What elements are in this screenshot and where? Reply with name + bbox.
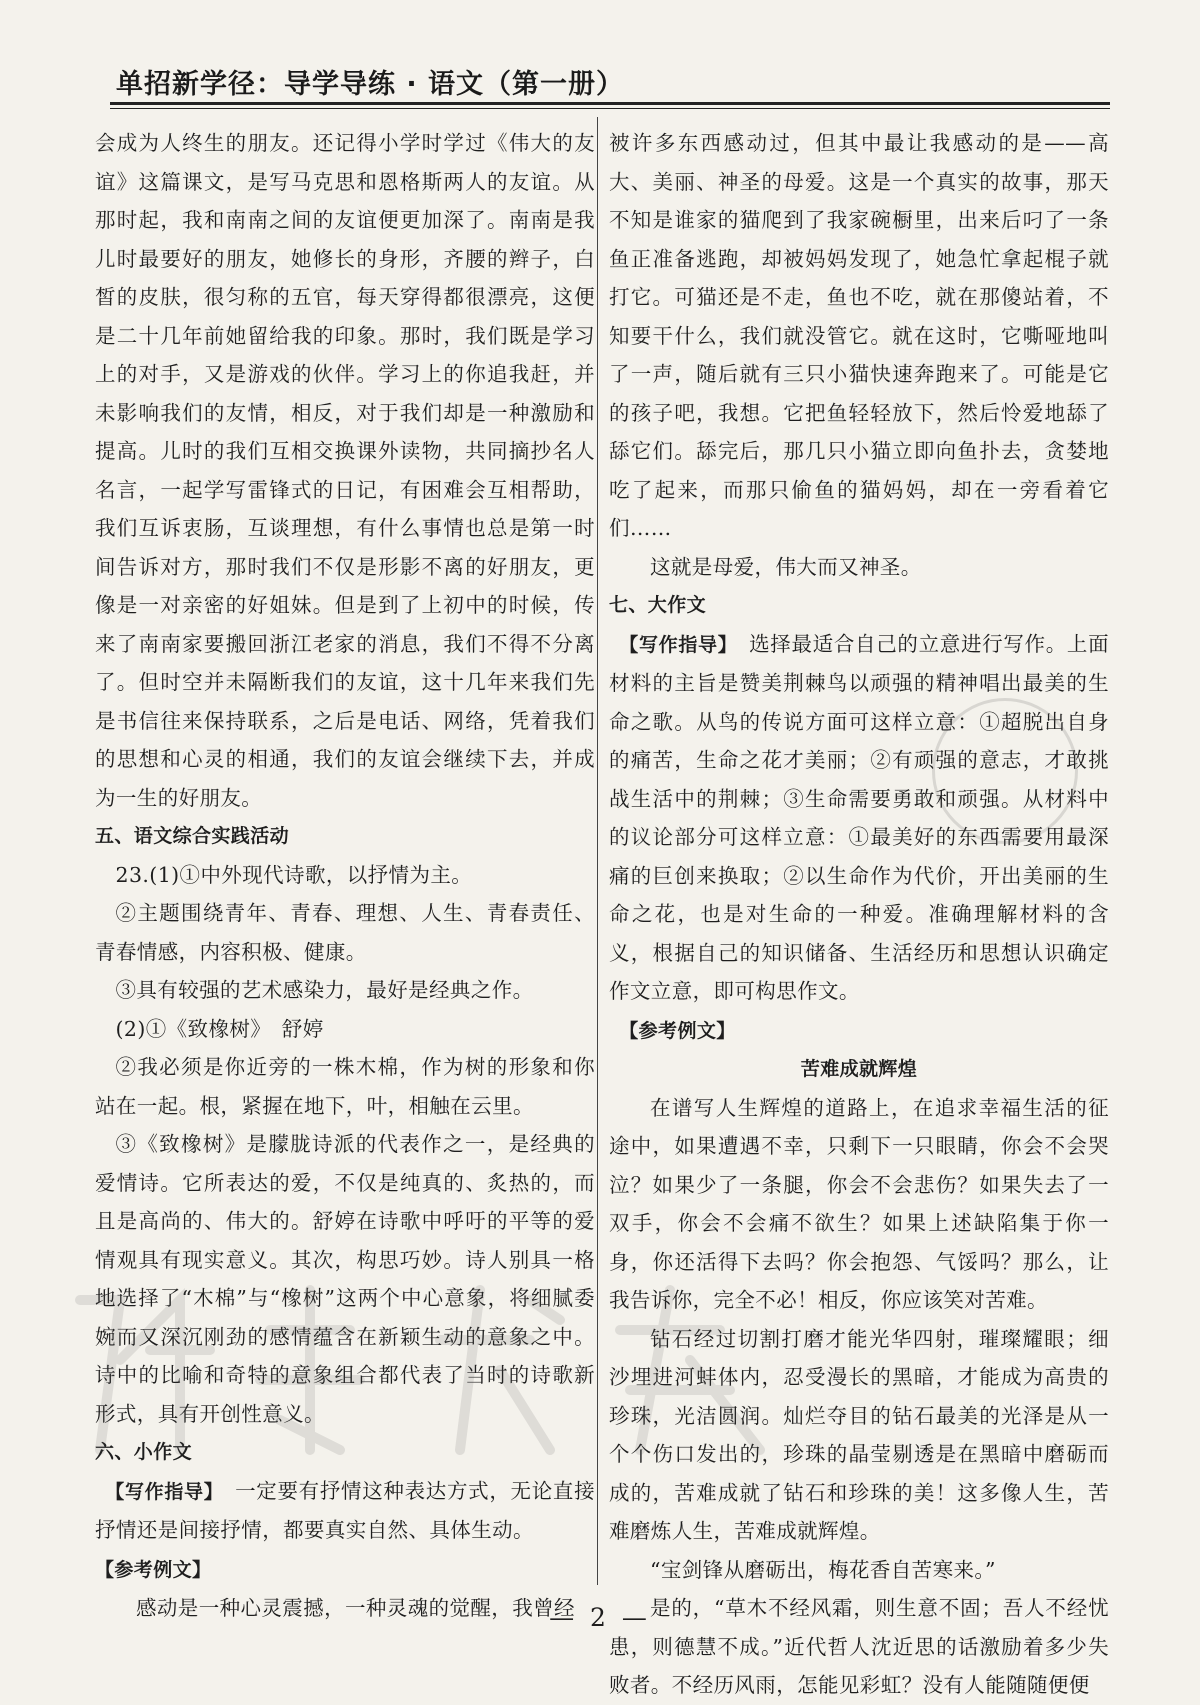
essay-paragraph-2: 钻石经过切割打磨才能光华四射，璀璨耀眼；细沙埋进河蚌体内，忍受漫长的黑暗，才能成为高贵的珍珠，光洁圆润。灿烂夺目的钻石最美的光泽是从一个个伤口发出的，珍珠的晶莹剔透是在黑暗中磨砺而成的，苦难成就了钻石和珍珠的美！这多像人生，苦难磨炼人生，苦难成就辉煌。 <box>609 1326 1109 1543</box>
writing-guide-large-text: 选择最适合自己的立意进行写作。上面材料的主旨是赞美荆棘鸟以顽强的精神唱出最美的生命之歌。从鸟的传说方面可这样立意：①超脱出自身的痛苦，生命之花才美丽；②有顽强的意志，才敢挑战生活中的荆棘；③生命需要勇敢和顽强。从材料中的议论部分可这样立意：①最美好的东西需要用最深痛的巨创来换取；②以生命作为代价，开出美丽的生命之花，也是对生命的一种爱。准确理解材料的含义，根据自己的知识储备、生活经历和思想认识确定作文立意，即可构思作文。 <box>609 631 1110 1003</box>
header-rule-thin <box>110 108 1110 109</box>
answer-23-1-1: 23.(1)①中外现代诗歌，以抒情为主。 <box>115 862 473 887</box>
paragraph-conclusion: 这就是母爱，伟大而又神圣。 <box>650 554 922 579</box>
writing-guide-large <box>609 625 1109 1011</box>
left-column <box>95 124 595 1628</box>
column-divider <box>597 117 598 1585</box>
answer-23-2-1: (2)①《致橡树》 舒婷 <box>115 1016 324 1041</box>
writing-guide <box>95 1472 595 1550</box>
page-header <box>110 58 1110 98</box>
essay-paragraph-4: 是的，“草木不经风霜，则生意不固；吾人不经忧患，则德慧不成。”近代哲人沈近思的话激励着多少失败者。不经历风雨，怎能见彩虹？没有人能随随便便 <box>609 1596 1109 1697</box>
example-label-large: 【参考例文】 <box>619 1019 736 1042</box>
section-5-heading: 五、语文综合实践活动 <box>95 825 290 847</box>
answer-23-1-3: ③具有较强的艺术感染力，最好是经典之作。 <box>115 978 534 1002</box>
writing-guide-label: 【写作指导】 <box>105 1480 214 1503</box>
essay-title: 苦难成就辉煌 <box>800 1058 918 1080</box>
page-number: — 2 — <box>549 1603 651 1632</box>
header-title: 单招新学径：导学导练 · 语文（第一册） <box>116 69 625 100</box>
example-label-paragraph <box>95 1550 595 1590</box>
writing-guide-text: 一定要有抒情这种表达方式，无论直接抒情还是间接抒情，都要真实自然、具体生动。 <box>95 1478 596 1542</box>
essay-paragraph-3: “宝剑锋从磨砺出，梅花香自苦寒来。” <box>650 1557 996 1582</box>
section-7-heading: 七、大作文 <box>609 594 707 616</box>
example-label-large-paragraph <box>609 1011 1109 1051</box>
answer-23-2-3: ③《致橡树》是朦胧诗派的代表作之一，是经典的爱情诗。它所表达的爱，不仅是纯真的、炙热的，而且是高尚的、伟大的。舒婷在诗歌中呼吁的平等的爱情观具有现实意义。其次，构思巧妙。诗人别具一格地选择了“木棉”与“橡树”这两个中心意象，将细腻委婉而又深沉刚劲的感情蕴含在新颖生动的意象之中。诗中的比喻和奇特的意象组合都代表了当时的诗歌新形式，具有开创性意义。 <box>95 1132 595 1426</box>
section-6-heading: 六、小作文 <box>95 1441 193 1463</box>
paragraph-friendship: 会成为人终生的朋友。还记得小学时学过《伟大的友谊》这篇课文，是写马克思和恩格斯两人的友谊。从那时起，我和南南之间的友谊便更加深了。南南是我儿时最要好的朋友，她修长的身形，齐腰的辫子，白皙的皮肤，很匀称的五官，每天穿得都很漂亮，这便是二十几年前她留给我的印象。那时，我们既是学习上的对手，又是游戏的伙伴。学习上的你追我赶，并未影响我们的友情，相反，对于我们却是一种激励和提高。儿时的我们互相交换课外读物，共同摘抄名人名言，一起学写雷锋式的日记，有困难会互相帮助，我们互诉衷肠，互谈理想，有什么事情也总是第一时间告诉对方，那时我们不仅是形影不离的好朋友，更像是一对亲密的好姐妹。但是到了上初中的时候，传来了南南家要搬回浙江老家的消息，我们不得不分离了。但时空并未隔断我们的友谊，这十几年来我们先是书信往来保持联系，之后是电话、网络，凭着我们的思想和心灵的相通，我们的友谊会继续下去，并成为一生的好朋友。 <box>95 131 595 810</box>
essay-paragraph-1: 在谱写人生辉煌的道路上，在追求幸福生活的征途中，如果遭遇不幸，只剩下一只眼睛，你会不会哭泣？如果少了一条腿，你会不会悲伤？如果失去了一双手，你会不会痛不欲生？如果上述缺陷集于你一身，你还活得下去吗？你会抱怨、气馁吗？那么，让我告诉你，完全不必！相反，你应该笑对苦难。 <box>609 1095 1109 1312</box>
answer-23-1-2: ②主题围绕青年、青春、理想、人生、青春责任、青春情感，内容积极、健康。 <box>95 901 595 964</box>
example-start: 感动是一种心灵震撼，一种灵魂的觉醒，我曾经 <box>136 1596 575 1620</box>
answer-23-2-2: ②我必须是你近旁的一株木棉，作为树的形象和你站在一起。根，紧握在地下，叶，相触在云里。 <box>95 1055 595 1118</box>
header-rule <box>110 102 1110 105</box>
paragraph-motherly-love: 被许多东西感动过，但其中最让我感动的是——高大、美丽、神圣的母爱。这是一个真实的故事，那天不知是谁家的猫爬到了我家碗橱里，出来后叼了一条鱼正准备逃跑，却被妈妈发现了，她急忙拿起棍子就打它。可猫还是不走，鱼也不吃，就在那傻站着，不知要干什么，我们就没管它。就在这时，它嘶哑地叫了一声，随后就有三只小猫快速奔跑来了。可能是它的孩子吧，我想。它把鱼轻轻放下，然后怜爱地舔了舔它们。舔完后，那几只小猫立即向鱼扑去，贪婪地吃了起来，而那只偷鱼的猫妈妈，却在一旁看着它们…… <box>609 131 1109 540</box>
writing-guide-large-label: 【写作指导】 <box>619 633 728 656</box>
example-label: 【参考例文】 <box>95 1558 212 1581</box>
right-column <box>609 124 1109 1705</box>
